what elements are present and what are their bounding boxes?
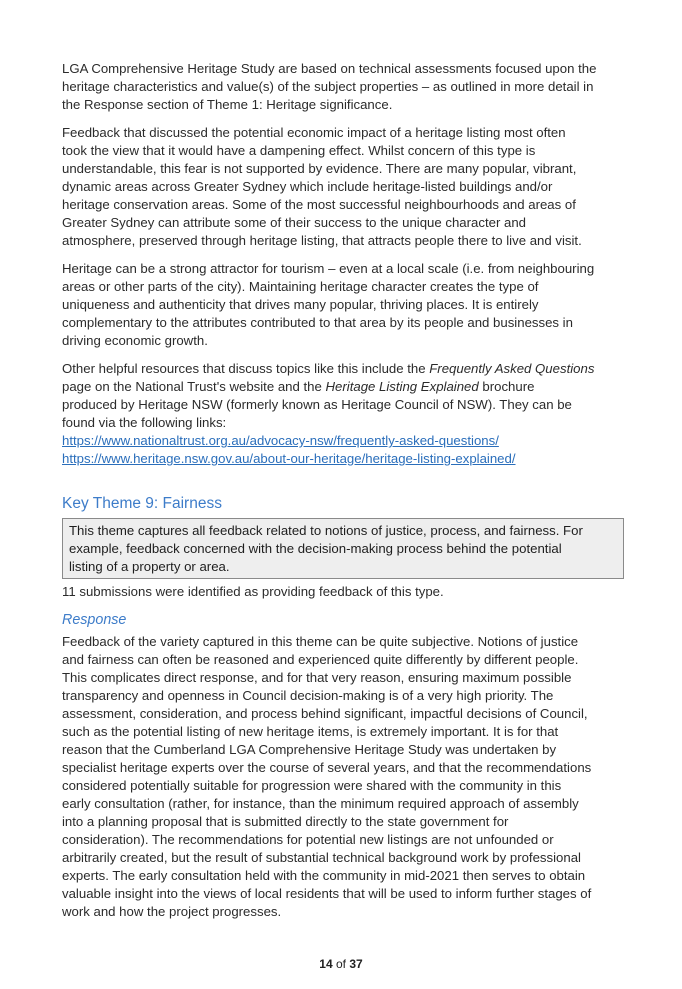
page-number: 14 bbox=[319, 957, 333, 971]
text-line: reason that the Cumberland LGA Comprehensive Heritage Study was undertaken by bbox=[62, 742, 557, 757]
text-run: page on the National Trust's website and the bbox=[62, 379, 326, 394]
text-line bbox=[62, 360, 624, 378]
text-line: complementary to the attributes contributed to that area by its people and businesses in bbox=[62, 315, 573, 330]
text-line: took the view that it would have a dampening effect. Whilst concern of this type is bbox=[62, 143, 536, 158]
text-line: heritage conservation areas. Some of the most successful neighbourhoods and areas of bbox=[62, 197, 576, 212]
national-trust-faq-link[interactable]: https://www.nationaltrust.org.au/advocacy-nsw/frequently-asked-questions/ bbox=[62, 433, 499, 448]
text-line: into a planning proposal that is submitted directly to the state government for bbox=[62, 814, 509, 829]
text-line: Feedback that discussed the potential economic impact of a heritage listing most often bbox=[62, 125, 566, 140]
text-line: 11 submissions were identified as providing feedback of this type. bbox=[62, 584, 444, 599]
response-heading: Response bbox=[62, 612, 127, 628]
text-line: the Response section of Theme 1: Heritage significance. bbox=[62, 97, 393, 112]
text-line: found via the following links: bbox=[62, 415, 227, 430]
text-line: This complicates direct response, and for that very reason, ensuring maximum possible bbox=[62, 670, 572, 685]
text-line: driving economic growth. bbox=[62, 333, 208, 348]
economic-impact-paragraph bbox=[62, 124, 624, 250]
text-line: This theme captures all feedback related to notions of justice, process, and fairness. For bbox=[69, 523, 583, 538]
text-line: experts. The early consultation held with the community in mid-2021 then serves to obtain bbox=[62, 868, 586, 883]
heritage-listing-explained-link[interactable]: https://www.heritage.nsw.gov.au/about-our-heritage/heritage-listing-explained/ bbox=[62, 451, 516, 466]
submissions-count-text bbox=[62, 583, 624, 601]
text-line: considered potentially suitable for progression were shared with the community in this bbox=[62, 778, 562, 793]
page-footer bbox=[0, 957, 682, 971]
text-line: Feedback of the variety captured in this theme can be quite subjective. Notions of justice bbox=[62, 634, 579, 649]
text-line: arbitrarily created, but the result of substantial technical background work by professional bbox=[62, 850, 581, 865]
theme-summary-box bbox=[62, 518, 624, 579]
text-line: consideration). The recommendations for potential new listings are not unfounded or bbox=[62, 832, 554, 847]
text-line: produced by Heritage NSW (formerly known as Heritage Council of NSW). They can be bbox=[62, 397, 572, 412]
text-line: such as the potential listing of new heritage items, is extremely important. It is for that bbox=[62, 724, 559, 739]
document-page bbox=[62, 60, 624, 931]
text-run: brochure bbox=[478, 379, 535, 394]
text-line: understandable, this fear is not supported by evidence. There are many popular, vibrant, bbox=[62, 161, 577, 176]
page-total: 37 bbox=[349, 957, 363, 971]
faq-title: Frequently Asked Questions bbox=[429, 361, 595, 376]
link-line bbox=[62, 450, 624, 468]
text-line: Heritage can be a strong attractor for tourism – even at a local scale (i.e. from neighbouring bbox=[62, 261, 595, 276]
text-line: areas or other parts of the city). Maintaining heritage character creates the type of bbox=[62, 279, 539, 294]
resources-paragraph bbox=[62, 360, 624, 468]
theme-summary-text bbox=[69, 522, 617, 576]
brochure-title: Heritage Listing Explained bbox=[325, 379, 479, 394]
text-line: atmosphere, preserved through heritage listing, that attracts people there to live and visit. bbox=[62, 233, 582, 248]
response-paragraph bbox=[62, 633, 624, 921]
page-of-text: of bbox=[332, 957, 350, 971]
text-line: heritage characteristics and value(s) of the subject properties – as outlined in more detail in bbox=[62, 79, 594, 94]
text-line: dynamic areas across Greater Sydney which include heritage-listed buildings and/or bbox=[62, 179, 553, 194]
text-line: early consultation (rather, for instance, than the minimum required approach of assembly bbox=[62, 796, 579, 811]
text-line: work and how the project progresses. bbox=[62, 904, 282, 919]
tourism-paragraph bbox=[62, 260, 624, 350]
text-line: uniqueness and authenticity that drives many popular, thriving places. It is entirely bbox=[62, 297, 539, 312]
text-line: specialist heritage experts over the course of several years, and that the recommendations bbox=[62, 760, 592, 775]
text-line: transparency and openness in Council decision-making is of a very high priority. The bbox=[62, 688, 554, 703]
text-run: Other helpful resources that discuss topics like this include the bbox=[62, 361, 430, 376]
text-line bbox=[62, 378, 624, 396]
text-line: listing of a property or area. bbox=[69, 559, 230, 574]
key-theme-9-heading: Key Theme 9: Fairness bbox=[62, 495, 222, 512]
text-line: assessment, consideration, and process behind significant, impactful decisions of Council, bbox=[62, 706, 588, 721]
text-line: and fairness can often be reasoned and experienced quite differently by different people. bbox=[62, 652, 579, 667]
intro-paragraph bbox=[62, 60, 624, 114]
text-line: LGA Comprehensive Heritage Study are based on technical assessments focused upon the bbox=[62, 61, 597, 76]
link-line bbox=[62, 432, 624, 450]
text-line: Greater Sydney can attribute some of their success to the unique character and bbox=[62, 215, 527, 230]
text-line: example, feedback concerned with the decision-making process behind the potential bbox=[69, 541, 562, 556]
text-line: valuable insight into the views of local residents that will be used to inform further stages of bbox=[62, 886, 592, 901]
